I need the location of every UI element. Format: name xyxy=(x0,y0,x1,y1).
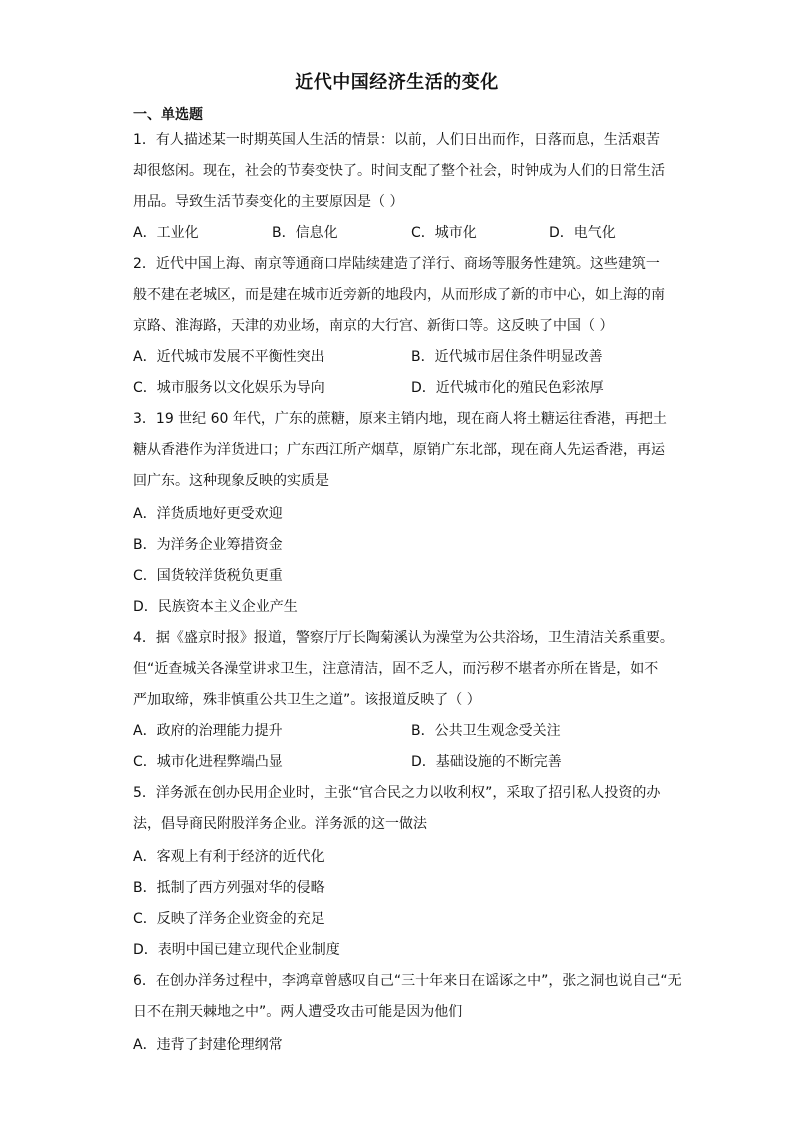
question-2-line-3: 京路、淮海路，天津的劝业场，南京的大行宫、新街口等。这反映了中国（ ） xyxy=(133,318,614,334)
question-2-line-2: 般不建在老城区，而是建在城市近旁新的地段内，从而形成了新的市中心，如上海的南 xyxy=(133,287,665,303)
question-1-option-b: B．信息化 xyxy=(272,225,338,241)
question-5-line-1: 5．洋务派在创办民用企业时，主张“官合民之力以收利权”，采取了招引私人投资的办 xyxy=(133,785,661,801)
question-6-line-1: 6．在创办洋务过程中，李鸿章曾感叹自己“三十年来日在谣诼之中”，张之洞也说自己“无 xyxy=(133,973,682,989)
question-3-option-b: B．为洋务企业筹措资金 xyxy=(133,537,283,553)
question-2-line-1: 2．近代中国上海、南京等通商口岸陆续建造了洋行、商场等服务性建筑。这些建筑一 xyxy=(133,256,660,272)
document-title: 近代中国经济生活的变化 xyxy=(295,72,499,93)
question-6-line-2: 日不在荆天棘地之中”。两人遭受攻击可能是因为他们 xyxy=(133,1004,463,1020)
question-1-line-1: 1．有人描述某一时期英国人生活的情景：以前，人们日出而作，日落而息，生活艰苦 xyxy=(133,132,660,148)
question-4-line-1: 4．据《盛京时报》报道，警察厅厅长陶菊溪认为澡堂为公共浴场，卫生清洁关系重要。 xyxy=(133,630,674,646)
question-2-option-d: D．近代城市化的殖民色彩浓厚 xyxy=(411,380,604,396)
question-5-option-a: A．客观上有利于经济的近代化 xyxy=(133,849,325,865)
section-heading: 一、单选题 xyxy=(133,107,203,123)
question-6-option-a: A．违背了封建伦理纲常 xyxy=(133,1037,283,1053)
question-1-line-2: 却很悠闲。现在，社会的节奏变快了。时间支配了整个社会，时钟成为人们的日常生活 xyxy=(133,163,665,179)
question-5-option-b: B．抵制了西方列强对华的侵略 xyxy=(133,880,325,896)
question-5-line-2: 法，倡导商民附股洋务企业。洋务派的这一做法 xyxy=(133,816,427,832)
question-4-option-d: D．基础设施的不断完善 xyxy=(411,754,562,770)
question-4-option-c: C．城市化进程弊端凸显 xyxy=(133,754,283,770)
question-1-option-a: A．工业化 xyxy=(133,225,199,241)
question-4-line-2: 但“近查城关各澡堂讲求卫生，注意清洁，固不乏人，而污秽不堪者亦所在皆是，如不 xyxy=(133,661,659,677)
question-3-line-2: 糖从香港作为洋货进口；广东西江所产烟草，原销广东北部，现在商人先运香港，再运 xyxy=(133,442,665,458)
question-2-option-a: A．近代城市发展不平衡性突出 xyxy=(133,349,325,365)
question-1-option-c: C．城市化 xyxy=(411,225,477,241)
question-4-option-b: B．公共卫生观念受关注 xyxy=(411,723,561,739)
question-1-option-d: D．电气化 xyxy=(549,225,616,241)
question-3-option-a: A．洋货质地好更受欢迎 xyxy=(133,506,283,522)
question-2-option-c: C．城市服务以文化娱乐为导向 xyxy=(133,380,325,396)
question-3-option-c: C．国货较洋货税负更重 xyxy=(133,568,283,584)
question-3-option-d: D．民族资本主义企业产生 xyxy=(133,599,298,615)
question-3-line-3: 回广东。这种现象反映的实质是 xyxy=(133,473,329,489)
question-5-option-c: C．反映了洋务企业资金的充足 xyxy=(133,911,325,927)
question-5-option-d: D．表明中国已建立现代企业制度 xyxy=(133,942,340,958)
question-3-line-1: 3．19 世纪 60 年代，广东的蔗糖，原来主销内地，现在商人将土糖运往香港，再把土 xyxy=(133,411,667,427)
question-4-line-3: 严加取缔，殊非慎重公共卫生之道”。该报道反映了（ ） xyxy=(133,692,481,708)
question-2-option-b: B．近代城市居住条件明显改善 xyxy=(411,349,603,365)
question-4-option-a: A．政府的治理能力提升 xyxy=(133,723,283,739)
question-1-line-3: 用品。导致生活节奏变化的主要原因是（ ） xyxy=(133,194,404,210)
